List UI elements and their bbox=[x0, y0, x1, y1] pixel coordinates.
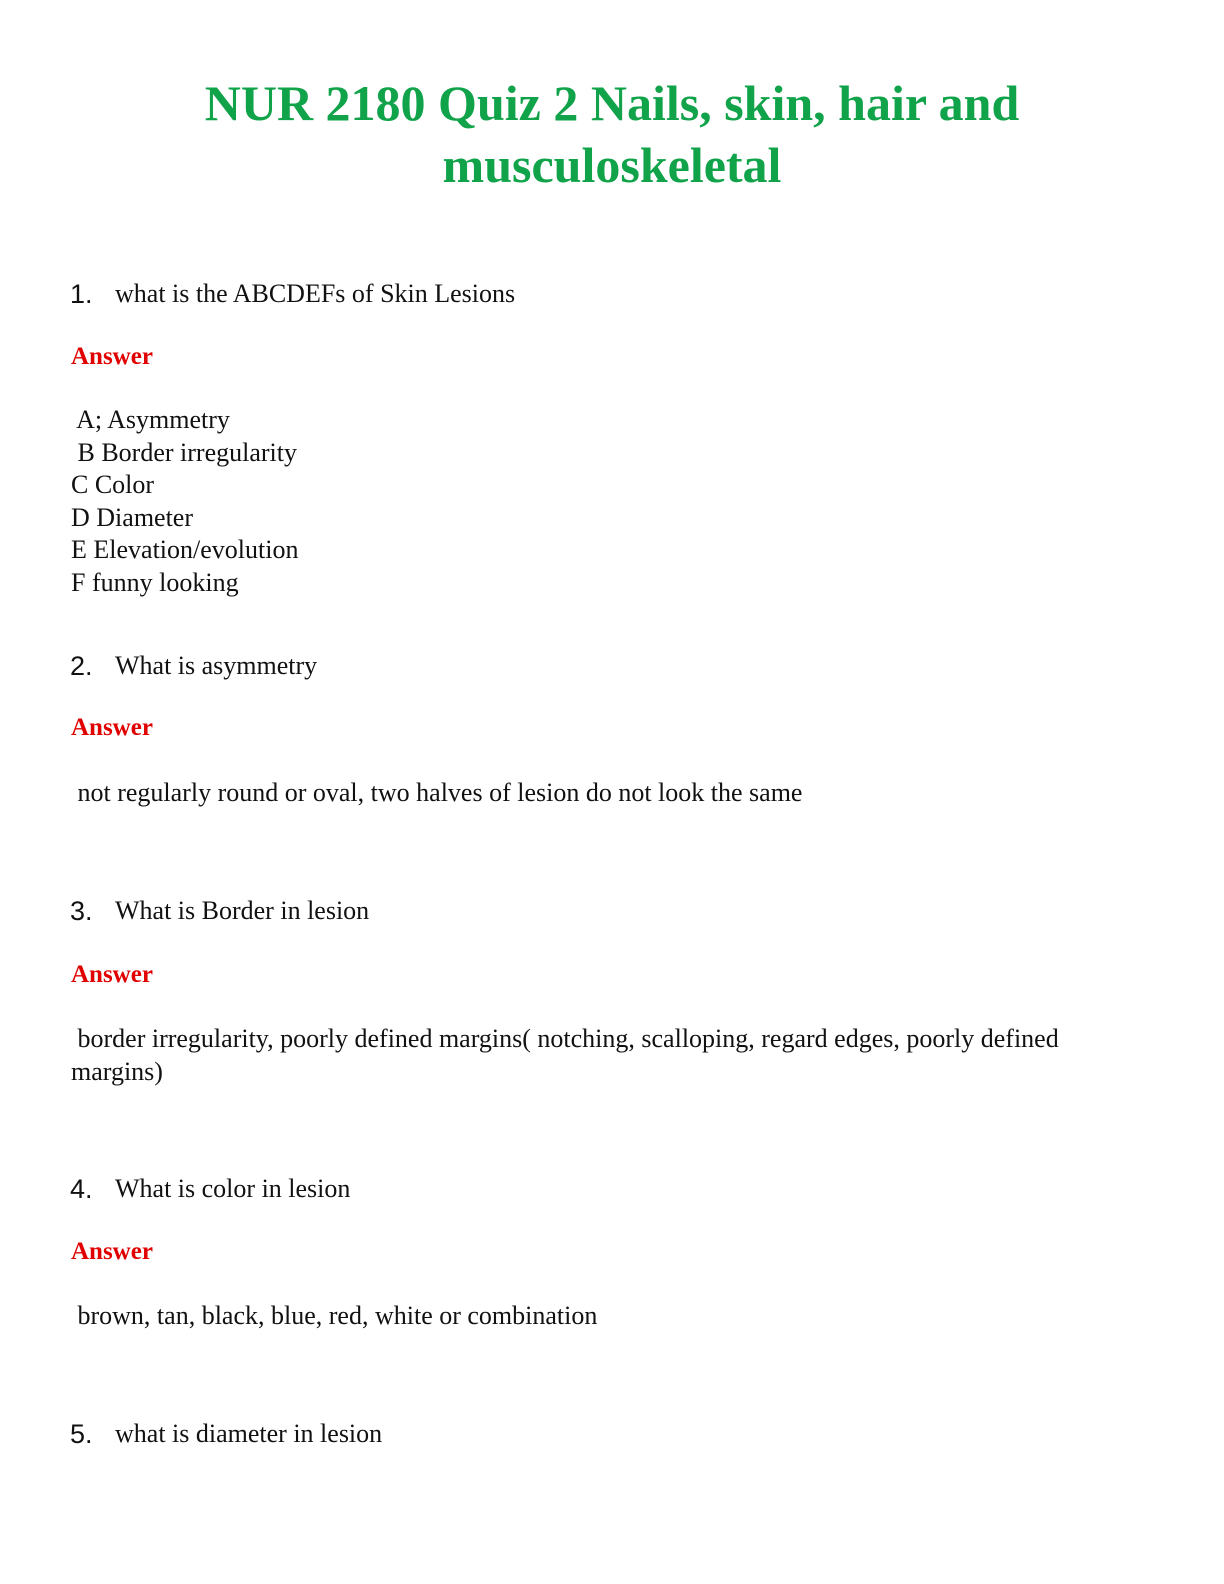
question-number: 5. bbox=[70, 1419, 93, 1449]
answer-line: D Diameter bbox=[71, 502, 194, 532]
answer-label: Answer bbox=[71, 1238, 153, 1265]
title-line-2: musculoskeletal bbox=[442, 137, 782, 193]
answer-text bbox=[71, 777, 1151, 810]
answer-text bbox=[71, 1300, 1151, 1333]
title-line-1: NUR 2180 Quiz 2 Nails, skin, hair and bbox=[204, 75, 1020, 131]
question-number: 4. bbox=[70, 1174, 93, 1204]
answer-paragraph: not regularly round or oval, two halves of lesion do not look the same bbox=[71, 778, 803, 807]
question-text: What is Border in lesion bbox=[115, 896, 370, 925]
answer-line: F funny looking bbox=[71, 567, 239, 597]
question-number: 3. bbox=[70, 896, 93, 926]
answer-label: Answer bbox=[71, 343, 153, 370]
question-text: what is the ABCDEFs of Skin Lesions bbox=[115, 279, 516, 308]
answer-list bbox=[71, 404, 1151, 599]
answer-line: C Color bbox=[71, 470, 155, 499]
question-text: What is color in lesion bbox=[115, 1174, 351, 1203]
answer-text bbox=[71, 1023, 1151, 1088]
answer-line: B Border irregularity bbox=[71, 437, 297, 467]
answer-paragraph: border irregularity, poorly defined margins( notching, scalloping, regard edges, poorly defined margins) bbox=[71, 1024, 1066, 1086]
answer-line: A; Asymmetry bbox=[71, 405, 230, 434]
answer-label: Answer bbox=[71, 961, 153, 988]
question-number: 2. bbox=[70, 651, 93, 681]
question-number: 1. bbox=[70, 279, 93, 309]
question-text: what is diameter in lesion bbox=[115, 1419, 383, 1448]
document-title bbox=[0, 72, 1224, 196]
answer-paragraph: brown, tan, black, blue, red, white or combination bbox=[71, 1301, 598, 1330]
answer-label: Answer bbox=[71, 714, 153, 741]
question-text: What is asymmetry bbox=[115, 651, 318, 680]
answer-line: E Elevation/evolution bbox=[71, 535, 299, 564]
